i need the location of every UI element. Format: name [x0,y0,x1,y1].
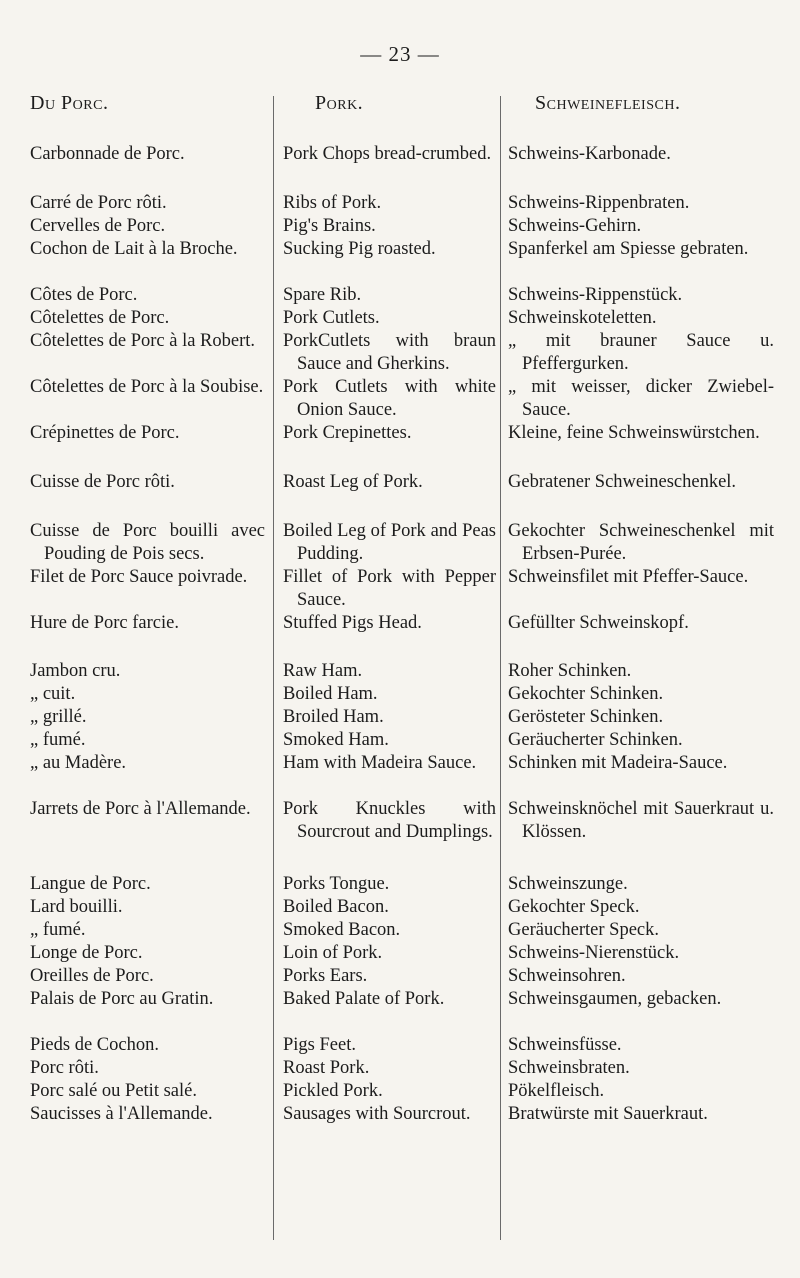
header-french: Du Porc. [30,92,109,114]
english-entry: Roast Pork. [283,1058,370,1078]
german-entry: Gekochter Speck. [508,897,640,917]
french-entry: Oreilles de Porc. [30,966,154,986]
french-entry: Cervelles de Porc. [30,216,166,236]
french-entry: „ cuit. [30,684,76,704]
english-entry: Pork Cutlets with white Onion Sauce. [283,377,496,420]
french-entry: Côtelettes de Porc à la Robert. [30,331,256,351]
french-entry: Cuisse de Porc bouilli avec Pouding de Pois secs. [30,521,265,564]
german-entry: Schweins-Karbonade. [508,144,671,164]
german-entry: Gekochter Schweineschenkel mit Erbsen-Purée. [508,521,774,564]
english-entry: Sucking Pig roasted. [283,239,436,259]
french-entry: Filet de Porc Sauce poivrade. [30,567,248,587]
french-entry: Porc salé ou Petit salé. [30,1081,197,1101]
english-entry: Fillet of Pork with Pepper Sauce. [283,567,496,610]
english-entry: Ham with Madeira Sauce. [283,753,477,773]
english-entry: Spare Rib. [283,285,362,305]
header-english: Pork. [315,92,364,114]
french-entry: „ fumé. [30,920,86,940]
english-entry: Pickled Pork. [283,1081,383,1101]
german-entry: Gebratener Schweineschenkel. [508,472,737,492]
german-entry: Schweinsknöchel mit Sauerkraut u. Klössen. [508,799,774,842]
german-entry: Geräucherter Speck. [508,920,659,940]
french-entry: Saucisses à l'Allemande. [30,1104,213,1124]
header-german: Schweinefleisch. [535,92,681,114]
english-entry: Stuffed Pigs Head. [283,613,422,633]
english-entry: Pig's Brains. [283,216,376,236]
french-entry: Pieds de Cochon. [30,1035,159,1055]
german-entry: „ mit weisser, dicker Zwiebel-Sauce. [508,377,774,420]
column-divider-left [273,96,274,1240]
german-entry: Schweins-Gehirn. [508,216,642,236]
english-entry: Broiled Ham. [283,707,384,727]
english-entry: Pork Chops bread-crumbed. [283,144,492,164]
german-entry: Schweinskoteletten. [508,308,657,328]
german-entry: Gerösteter Schinken. [508,707,664,727]
english-entry: Loin of Pork. [283,943,383,963]
french-entry: Longe de Porc. [30,943,143,963]
english-entry: Smoked Bacon. [283,920,401,940]
english-entry: Pork Cutlets. [283,308,380,328]
french-entry: Cochon de Lait à la Broche. [30,239,238,259]
german-entry: Schweinsohren. [508,966,626,986]
french-entry: Jarrets de Porc à l'Allemande. [30,799,251,819]
german-entry: Schinken mit Madeira-Sauce. [508,753,728,773]
german-entry: Pökelfleisch. [508,1081,605,1101]
french-entry: Jambon cru. [30,661,121,681]
german-entry: Schweinsbraten. [508,1058,630,1078]
french-entry: Lard bouilli. [30,897,123,917]
english-entry: Boiled Ham. [283,684,378,704]
french-entry: „ grillé. [30,707,87,727]
french-entry: Langue de Porc. [30,874,151,894]
french-entry: Palais de Porc au Gratin. [30,989,214,1009]
german-entry: Geräucherter Schinken. [508,730,683,750]
english-entry: Porks Ears. [283,966,368,986]
german-entry: Kleine, feine Schweinswürstchen. [508,423,760,443]
french-entry: „ au Madère. [30,753,127,773]
french-entry: Côtelettes de Porc à la Soubise. [30,377,264,397]
english-entry: Porks Tongue. [283,874,390,894]
german-entry: Schweinsfüsse. [508,1035,622,1055]
german-entry: Schweinsfilet mit Pfeffer-Sauce. [508,567,749,587]
german-entry: Spanferkel am Spiesse gebraten. [508,239,749,259]
english-entry: Pigs Feet. [283,1035,356,1055]
english-entry: PorkCutlets with braun Sauce and Gherkins. [283,331,496,374]
english-entry: Pork Knuckles with Sourcrout and Dumplings. [283,799,496,842]
page-number: — 23 — [360,42,440,66]
english-entry: Raw Ham. [283,661,363,681]
german-entry: Roher Schinken. [508,661,632,681]
german-entry: „ mit brauner Sauce u. Pfeffergurken. [508,331,774,374]
french-entry: Crépinettes de Porc. [30,423,180,443]
french-entry: „ fumé. [30,730,86,750]
english-entry: Boiled Leg of Pork and Peas Pudding. [283,521,496,564]
german-entry: Schweins-Nierenstück. [508,943,680,963]
german-entry: Schweinsgaumen, gebacken. [508,989,722,1009]
french-entry: Côtes de Porc. [30,285,138,305]
french-entry: Carbonnade de Porc. [30,144,185,164]
english-entry: Ribs of Pork. [283,193,382,213]
french-entry: Côtelettes de Porc. [30,308,170,328]
german-entry: Bratwürste mit Sauerkraut. [508,1104,708,1124]
english-entry: Baked Palate of Pork. [283,989,445,1009]
german-entry: Gekochter Schinken. [508,684,664,704]
english-entry: Pork Crepinettes. [283,423,412,443]
german-entry: Gefüllter Schweinskopf. [508,613,689,633]
english-entry: Boiled Bacon. [283,897,389,917]
english-entry: Roast Leg of Pork. [283,472,423,492]
french-entry: Porc rôti. [30,1058,99,1078]
german-entry: Schweinszunge. [508,874,628,894]
french-entry: Hure de Porc farcie. [30,613,179,633]
column-divider-right [500,96,501,1240]
french-entry: Carré de Porc rôti. [30,193,167,213]
german-entry: Schweins-Rippenbraten. [508,193,690,213]
french-entry: Cuisse de Porc rôti. [30,472,175,492]
german-entry: Schweins-Rippenstück. [508,285,683,305]
english-entry: Sausages with Sourcrout. [283,1104,471,1124]
english-entry: Smoked Ham. [283,730,389,750]
